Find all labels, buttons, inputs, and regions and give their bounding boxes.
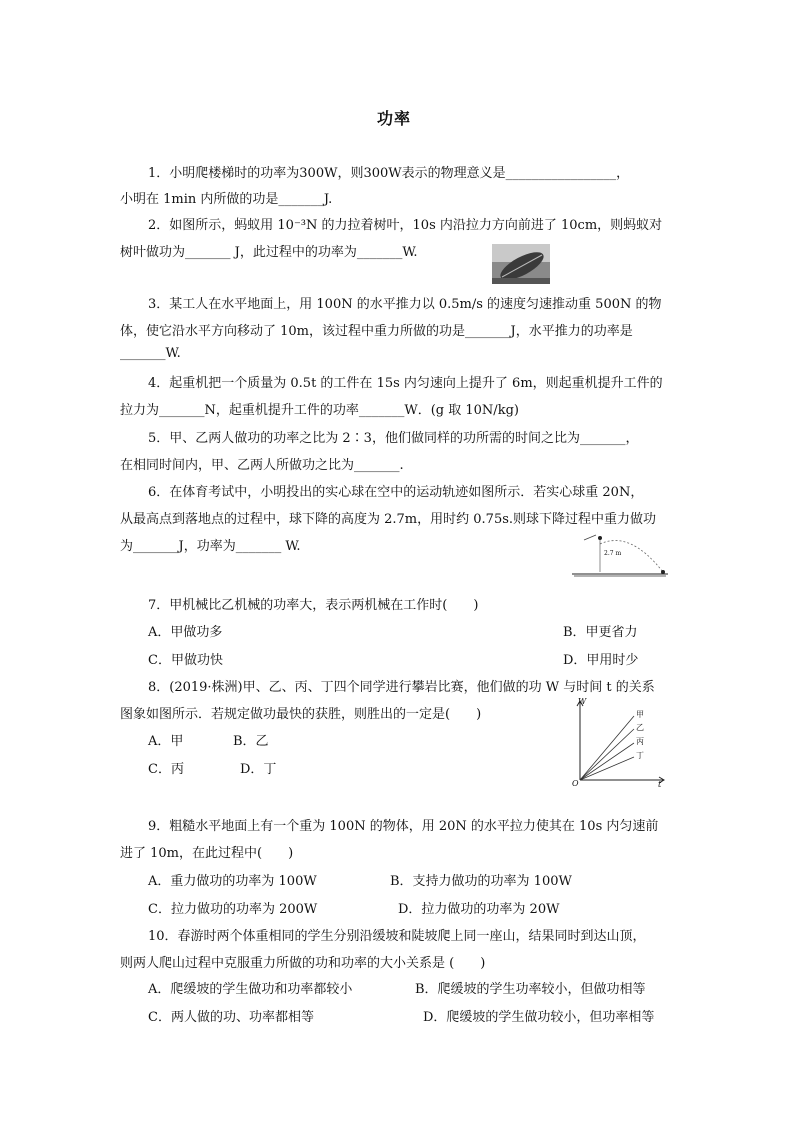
- q2-line1: 2．如图所示，蚂蚁用 10⁻³N 的力拉着树叶，10s 内沿拉力方向前进了 10cm，则蚂蚁对: [148, 218, 663, 233]
- q4-line1: 4．起重机把一个质量为 0.5t 的工件在 15s 内匀速向上提升了 6m，则起重机提升工件的: [148, 376, 663, 391]
- graph-label-bing: 丙: [636, 737, 644, 746]
- graph-ylabel: W: [578, 697, 587, 706]
- q7-option-b: B．甲更省力: [563, 625, 638, 640]
- q9-line1: 9．粗糙水平地面上有一个重为 100N 的物体，用 20N 的水平拉力使其在 10s 内匀速前: [148, 819, 659, 834]
- q3-line3: _______W.: [120, 346, 181, 361]
- graph-label-ding: 丁: [636, 751, 644, 760]
- graph-label-yi: 乙: [636, 723, 644, 732]
- q10-option-d: D．爬缓坡的学生做功较小，但功率相等: [423, 1010, 655, 1025]
- q7-option-d: D．甲用时少: [563, 653, 639, 668]
- ant-leaf-image: [492, 244, 550, 284]
- q4-line2: 拉力为_______N，起重机提升工件的功率_______W．(g 取 10N/kg): [120, 403, 519, 418]
- q10-option-c: C．两人做的功、功率都相等: [148, 1010, 314, 1025]
- q1-line2: 小明在 1min 内所做的功是_______J.: [120, 192, 333, 207]
- line-ding: [580, 757, 634, 780]
- q9-line2: 进了 10m，在此过程中( ): [120, 846, 294, 861]
- q1-line1: 1．小明爬楼梯时的功率为300W，则300W表示的物理意义是_________________，: [148, 166, 630, 181]
- q5-line1: 5．甲、乙两人做功的功率之比为 2∶3，他们做同样的功所需的时间之比为_______，: [148, 431, 639, 446]
- q3-line2: 体，使它沿水平方向移动了 10m，该过程中重力所做的功是_______J，水平推力的功率是: [120, 324, 633, 339]
- q8-option-c: C．丙: [148, 762, 184, 777]
- q9-option-b: B．支持力做功的功率为 100W: [390, 874, 572, 889]
- line-yi: [580, 729, 634, 780]
- page-title: 功率: [377, 109, 412, 128]
- graph-label-jia: 甲: [636, 710, 644, 719]
- q2-line2: 树叶做功为_______ J，此过程中的功率为_______W.: [120, 245, 418, 260]
- q10-option-a: A．爬缓坡的学生做功和功率都较小: [148, 982, 353, 997]
- graph-xlabel: t: [658, 780, 662, 789]
- q8-option-d: D．丁: [240, 762, 277, 777]
- q5-line2: 在相同时间内，甲、乙两人所做功之比为_______.: [120, 458, 404, 473]
- graph-origin: O: [572, 779, 579, 788]
- q3-line1: 3．某工人在水平地面上，用 100N 的水平推力以 0.5m/s 的速度匀速推动重 500N 的物: [148, 297, 662, 312]
- q9-option-d: D．拉力做功的功率为 20W: [398, 902, 560, 917]
- q6-line3: 为_______J，功率为_______ W.: [120, 539, 301, 554]
- q10-line1: 10．春游时两个体重相同的学生分别沿缓坡和陡坡爬上同一座山，结果同时到达山顶，: [148, 929, 646, 944]
- q9-option-a: A．重力做功的功率为 100W: [148, 874, 317, 889]
- q6-line2: 从最高点到落地点的过程中，球下降的高度为 2.7m，用时约 0.75s.则球下降过程中重力做功: [120, 512, 657, 527]
- q7-option-a: A．甲做功多: [148, 625, 223, 640]
- q10-option-b: B．爬缓坡的学生功率较小，但做功相等: [415, 982, 646, 997]
- q10-line2: 则两人爬山过程中克服重力所做的功和功率的大小关系是 ( ): [120, 956, 486, 971]
- work-time-graph: [566, 696, 670, 790]
- q9-option-c: C．拉力做功的功率为 200W: [148, 902, 318, 917]
- q8-line2: 图象如图所示．若规定做功最快的获胜，则胜出的一定是( ): [120, 707, 482, 722]
- ball-trajectory-figure: [570, 530, 670, 578]
- line-jia: [580, 716, 634, 780]
- q7-stem: 7．甲机械比乙机械的功率大，表示两机械在工作时( ): [148, 598, 479, 613]
- q8-option-b: B．乙: [233, 734, 269, 749]
- height-label: 2.7 m: [604, 550, 622, 557]
- q8-stem: 8．(2019·株洲)甲、乙、丙、丁四个同学进行攀岩比赛，他们做的功 W 与时间 t 的关系: [148, 680, 655, 695]
- q8-option-a: A．甲: [148, 734, 184, 749]
- q7-option-c: C．甲做功快: [148, 653, 223, 668]
- q6-line1: 6．在体育考试中，小明投出的实心球在空中的运动轨迹如图所示．若实心球重 20N，: [148, 485, 644, 500]
